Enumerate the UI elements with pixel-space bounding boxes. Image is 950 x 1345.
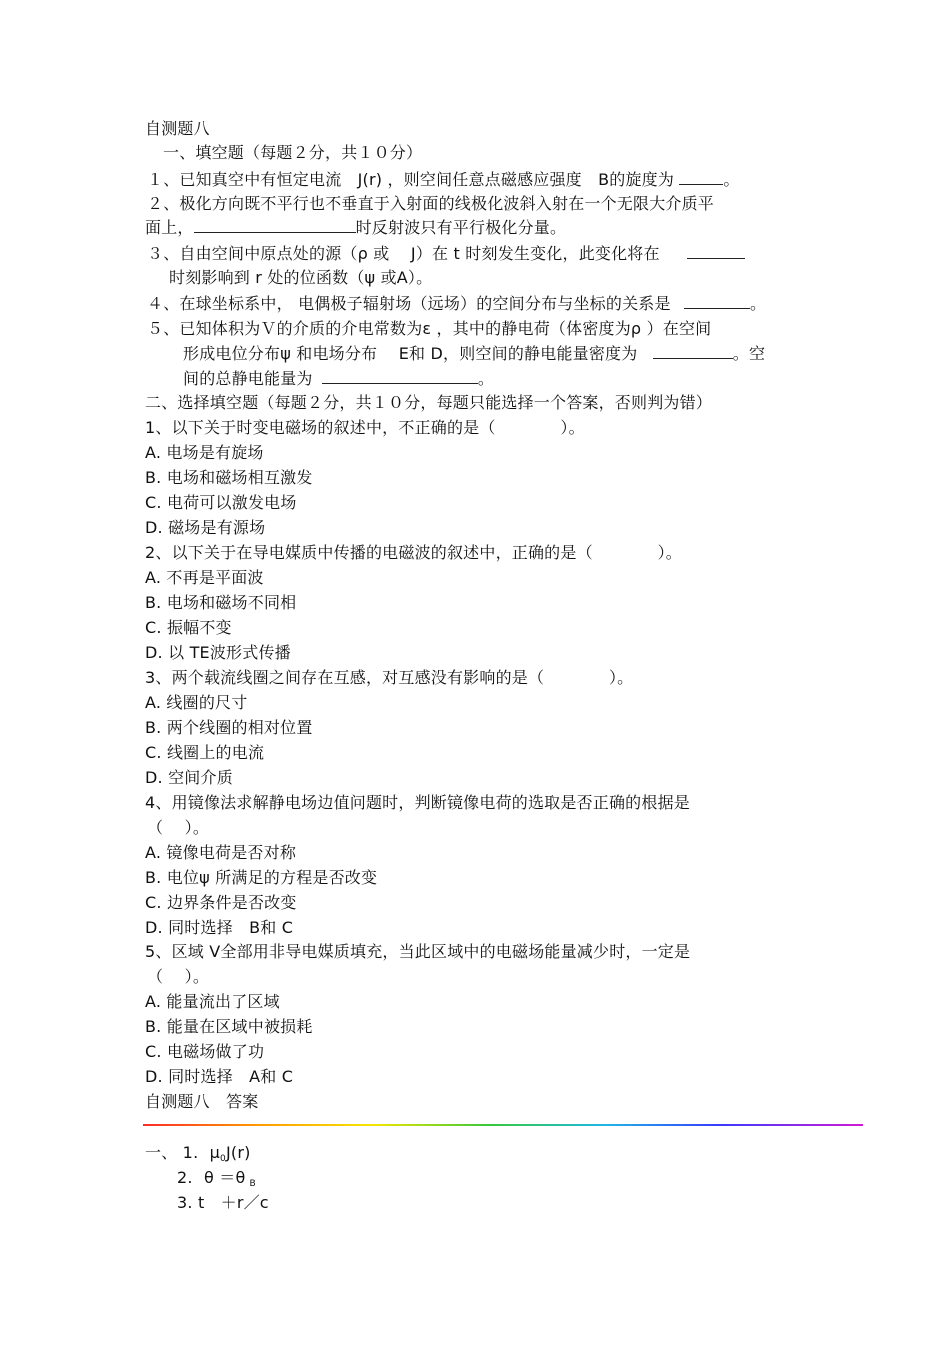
fill-q5-line3 [183,369,494,389]
choice-q2-option-c[interactable]: C. 振幅不变 [145,618,232,637]
rainbow-divider [143,1124,863,1126]
fill-q5-line3-text: 间的总静电能量为 [183,369,313,388]
choice-q3-stem: 3、两个载流线圈之间存在互感，对互感没有影响的是（ ）。 [145,668,634,687]
choice-q2-option-a[interactable]: A. 不再是平面波 [145,568,264,587]
doc-title: 自测题八 [145,119,210,138]
fill-q4-text: ４、在球坐标系中， 电偶极子辐射场（远场）的空间分布与坐标的关系是 [147,294,671,313]
answer-1-prefix: 一、 1. [145,1143,199,1162]
choice-q4-stem: 4、用镜像法求解静电场边值问题时，判断镜像电荷的选取是否正确的根据是 [145,793,690,812]
answer-2-num: 2. [177,1168,193,1187]
fill-q5-line2-text: 形成电位分布ψ 和电场分布 E和 D，则空间的静电能量密度为 [183,344,638,363]
fill-q1-end: 。 [723,170,740,189]
choice-q1-stem: 1、以下关于时变电磁场的叙述中，不正确的是（ ）。 [145,418,585,437]
choice-q1-option-b[interactable]: B. 电场和磁场相互激发 [145,468,313,487]
choice-q5-option-a[interactable]: A. 能量流出了区域 [145,992,280,1011]
choice-q5-option-c[interactable]: C. 电磁场做了功 [145,1042,265,1061]
fill-q5-line2 [183,344,765,364]
choice-q5-option-d[interactable]: D. 同时选择 A和 C [145,1067,294,1086]
choice-q5-option-b[interactable]: B. 能量在区域中被损耗 [145,1017,313,1036]
fill-q2-pre: 面上， [145,218,194,237]
fill-q3-line2: 时刻影响到 r 处的位函数（ψ 或A）。 [169,268,433,287]
answer-1-rest: J(r) [225,1143,251,1162]
fill-q5-line1: ５、已知体积为Ｖ的介质的介电常数为ε ，其中的静电荷（体密度为ρ ）在空间 [147,319,712,338]
choice-q4-stem-cont: （ ）。 [147,818,210,837]
choice-q4-option-a[interactable]: A. 镜像电荷是否对称 [145,843,297,862]
fill-q3-blank[interactable] [687,244,745,259]
answer-1-mu: μ [209,1143,221,1162]
answer-2 [177,1168,256,1194]
fill-q2-line2 [145,218,566,238]
section1-header: 一、填空题（每题２分，共１０分） [163,143,423,162]
fill-q4 [147,294,766,314]
fill-q4-blank[interactable] [684,294,750,309]
fill-q2-line1: ２、极化方向既不平行也不垂直于入射面的线极化波斜入射在一个无限大介质平 [147,194,715,213]
choice-q3-option-b[interactable]: B. 两个线圈的相对位置 [145,718,313,737]
choice-q4-option-d[interactable]: D. 同时选择 B和 C [145,918,294,937]
answer-2-sub: B [249,1179,256,1189]
fill-q5-blank1[interactable] [653,344,733,359]
choice-q2-stem: 2、以下关于在导电媒质中传播的电磁波的叙述中，正确的是（ ）。 [145,543,682,562]
answer-3: 3. t ＋r／c [177,1193,269,1212]
fill-q5-blank2[interactable] [322,369,478,384]
fill-q5-line3-end: 。 [477,369,495,388]
answer-1 [145,1143,251,1169]
fill-q1 [147,170,740,190]
fill-q3-text: ３、自由空间中原点处的源（ρ 或 J）在 t 时刻发生变化，此变化将在 [147,244,660,263]
choice-q1-option-d[interactable]: D. 磁场是有源场 [145,518,266,537]
choice-q4-option-b[interactable]: B. 电位ψ 所满足的方程是否改变 [145,868,378,887]
choice-q3-option-a[interactable]: A. 线圈的尺寸 [145,693,248,712]
choice-q5-stem: 5、区域 V全部用非导电媒质填充，当此区域中的电磁场能量减少时，一定是 [145,942,691,961]
section2-header: 二、选择填空题（每题２分，共１０分，每题只能选择一个答案，否则判为错） [145,393,713,412]
choice-q2-option-b[interactable]: B. 电场和磁场不同相 [145,593,297,612]
choice-q1-option-c[interactable]: C. 电荷可以激发电场 [145,493,297,512]
fill-q1-text: １、已知真空中有恒定电流 J(r) ，则空间任意点磁感应强度 B的旋度为 [147,170,675,189]
fill-q3-line1 [147,244,745,264]
choice-q4-option-c[interactable]: C. 边界条件是否改变 [145,893,297,912]
fill-q4-end: 。 [749,294,767,313]
fill-q2-post: 时反射波只有平行极化分量。 [355,218,567,237]
choice-q1-option-a[interactable]: A. 电场是有旋场 [145,443,264,462]
answers-title: 自测题八 答案 [145,1092,259,1111]
choice-q2-option-d[interactable]: D. 以 TE波形式传播 [145,643,291,662]
choice-q3-option-d[interactable]: D. 空间介质 [145,768,233,787]
fill-q1-blank[interactable] [679,170,723,185]
answer-1-sub: 0 [220,1154,226,1164]
answer-2-theta: θ ＝θ [203,1168,246,1187]
choice-q3-option-c[interactable]: C. 线圈上的电流 [145,743,265,762]
fill-q5-line2-end: 。空 [732,344,766,363]
fill-q2-blank[interactable] [194,218,356,233]
choice-q5-stem-cont: （ ）。 [147,967,210,986]
